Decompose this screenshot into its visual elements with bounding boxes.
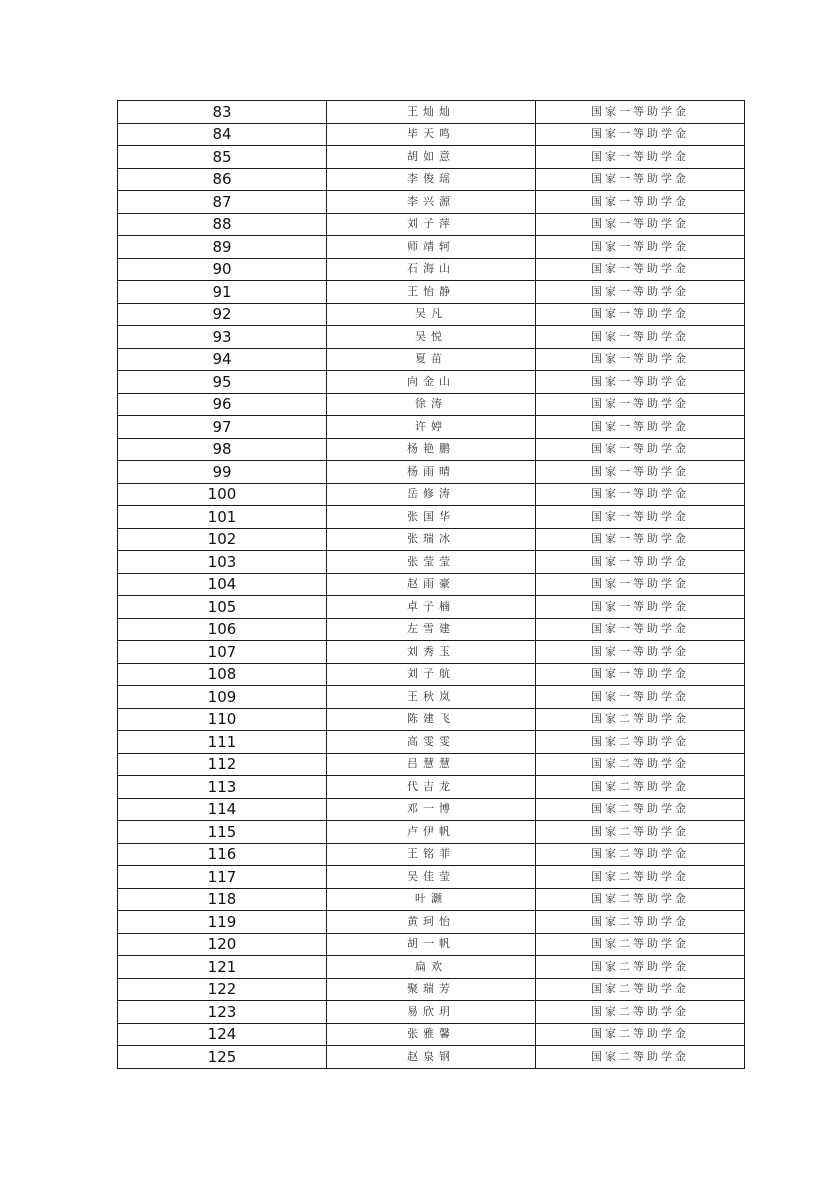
- recipient-name: 石海山: [327, 258, 536, 281]
- row-number: 112: [118, 753, 327, 776]
- row-number: 125: [118, 1046, 327, 1069]
- row-number: 108: [118, 663, 327, 686]
- award-type: 国家一等助学金: [536, 663, 745, 686]
- table-row: [118, 438, 745, 461]
- row-number: 99: [118, 461, 327, 484]
- recipient-name: 王铭菲: [327, 843, 536, 866]
- table-row: [118, 618, 745, 641]
- award-type: 国家一等助学金: [536, 483, 745, 506]
- row-number: 86: [118, 168, 327, 191]
- row-number: 100: [118, 483, 327, 506]
- recipient-name: 杨艳鹏: [327, 438, 536, 461]
- row-number: 92: [118, 303, 327, 326]
- table-row: [118, 146, 745, 169]
- recipient-name: 王秋岚: [327, 686, 536, 709]
- award-type: 国家一等助学金: [536, 528, 745, 551]
- award-type: 国家一等助学金: [536, 123, 745, 146]
- recipient-name: 李俊瑶: [327, 168, 536, 191]
- award-type: 国家一等助学金: [536, 393, 745, 416]
- recipient-name: 黄珂怡: [327, 911, 536, 934]
- table-row: [118, 168, 745, 191]
- recipient-name: 卢伊帆: [327, 821, 536, 844]
- row-number: 111: [118, 731, 327, 754]
- recipient-name: 刘秀玉: [327, 641, 536, 664]
- row-number: 95: [118, 371, 327, 394]
- row-number: 123: [118, 1001, 327, 1024]
- row-number: 107: [118, 641, 327, 664]
- recipient-name: 杨雨晴: [327, 461, 536, 484]
- table-row: [118, 708, 745, 731]
- table-row: [118, 641, 745, 664]
- table-row: [118, 866, 745, 889]
- recipient-name: 陈建飞: [327, 708, 536, 731]
- award-type: 国家二等助学金: [536, 753, 745, 776]
- award-type: 国家一等助学金: [536, 438, 745, 461]
- table-row: [118, 596, 745, 619]
- table-row: [118, 213, 745, 236]
- recipient-name: 吴凡: [327, 303, 536, 326]
- table-row: [118, 191, 745, 214]
- recipient-name: 师靖轲: [327, 236, 536, 259]
- award-type: 国家一等助学金: [536, 101, 745, 124]
- row-number: 98: [118, 438, 327, 461]
- award-type: 国家二等助学金: [536, 888, 745, 911]
- row-number: 109: [118, 686, 327, 709]
- award-type: 国家一等助学金: [536, 213, 745, 236]
- award-type: 国家二等助学金: [536, 866, 745, 889]
- award-type: 国家一等助学金: [536, 326, 745, 349]
- row-number: 83: [118, 101, 327, 124]
- table-row: [118, 933, 745, 956]
- award-type: 国家一等助学金: [536, 371, 745, 394]
- table-row: [118, 123, 745, 146]
- table-row: [118, 348, 745, 371]
- award-type: 国家二等助学金: [536, 843, 745, 866]
- table-row: [118, 416, 745, 439]
- table-row: [118, 1046, 745, 1069]
- row-number: 101: [118, 506, 327, 529]
- recipient-name: 吕慧慧: [327, 753, 536, 776]
- row-number: 84: [118, 123, 327, 146]
- recipient-name: 王灿灿: [327, 101, 536, 124]
- recipient-name: 张莹莹: [327, 551, 536, 574]
- row-number: 115: [118, 821, 327, 844]
- recipient-name: 胡如意: [327, 146, 536, 169]
- row-number: 119: [118, 911, 327, 934]
- table-body: [118, 101, 745, 1069]
- table-row: [118, 236, 745, 259]
- row-number: 118: [118, 888, 327, 911]
- table-row: [118, 461, 745, 484]
- table-row: [118, 686, 745, 709]
- table-row: [118, 258, 745, 281]
- row-number: 104: [118, 573, 327, 596]
- row-number: 117: [118, 866, 327, 889]
- recipient-name: 聚瑞芳: [327, 978, 536, 1001]
- row-number: 105: [118, 596, 327, 619]
- recipient-name: 吴佳莹: [327, 866, 536, 889]
- recipient-name: 刘子航: [327, 663, 536, 686]
- award-type: 国家一等助学金: [536, 618, 745, 641]
- table-row: [118, 326, 745, 349]
- recipient-name: 吴悦: [327, 326, 536, 349]
- award-type: 国家一等助学金: [536, 146, 745, 169]
- recipient-name: 邓一博: [327, 798, 536, 821]
- row-number: 102: [118, 528, 327, 551]
- award-type: 国家一等助学金: [536, 236, 745, 259]
- row-number: 121: [118, 956, 327, 979]
- award-type: 国家二等助学金: [536, 708, 745, 731]
- award-type: 国家一等助学金: [536, 281, 745, 304]
- table-row: [118, 663, 745, 686]
- table-row: [118, 281, 745, 304]
- award-type: 国家一等助学金: [536, 258, 745, 281]
- award-type: 国家二等助学金: [536, 776, 745, 799]
- recipient-name: 易欣玥: [327, 1001, 536, 1024]
- recipient-name: 张雅馨: [327, 1023, 536, 1046]
- row-number: 103: [118, 551, 327, 574]
- row-number: 120: [118, 933, 327, 956]
- table-row: [118, 776, 745, 799]
- recipient-name: 叶灏: [327, 888, 536, 911]
- award-type: 国家二等助学金: [536, 911, 745, 934]
- award-type: 国家一等助学金: [536, 641, 745, 664]
- row-number: 85: [118, 146, 327, 169]
- recipient-name: 赵泉钢: [327, 1046, 536, 1069]
- recipient-name: 许婷: [327, 416, 536, 439]
- table-row: [118, 956, 745, 979]
- table-row: [118, 483, 745, 506]
- recipient-name: 左雪建: [327, 618, 536, 641]
- row-number: 97: [118, 416, 327, 439]
- table-row: [118, 551, 745, 574]
- table-row: [118, 1023, 745, 1046]
- award-type: 国家一等助学金: [536, 348, 745, 371]
- award-type: 国家二等助学金: [536, 956, 745, 979]
- award-type: 国家二等助学金: [536, 1046, 745, 1069]
- table-row: [118, 371, 745, 394]
- award-type: 国家二等助学金: [536, 798, 745, 821]
- row-number: 124: [118, 1023, 327, 1046]
- award-type: 国家一等助学金: [536, 168, 745, 191]
- recipient-name: 王怡静: [327, 281, 536, 304]
- row-number: 116: [118, 843, 327, 866]
- award-type: 国家二等助学金: [536, 821, 745, 844]
- award-type: 国家二等助学金: [536, 1001, 745, 1024]
- award-type: 国家一等助学金: [536, 506, 745, 529]
- table-row: [118, 911, 745, 934]
- grant-recipient-table: [117, 100, 745, 1069]
- table-row: [118, 731, 745, 754]
- recipient-name: 向金山: [327, 371, 536, 394]
- recipient-name: 刘子萍: [327, 213, 536, 236]
- row-number: 90: [118, 258, 327, 281]
- award-type: 国家二等助学金: [536, 933, 745, 956]
- recipient-name: 卓子楠: [327, 596, 536, 619]
- recipient-name: 张瑞冰: [327, 528, 536, 551]
- recipient-name: 张国华: [327, 506, 536, 529]
- recipient-name: 徐涛: [327, 393, 536, 416]
- recipient-name: 胡一帆: [327, 933, 536, 956]
- table-row: [118, 978, 745, 1001]
- table-row: [118, 101, 745, 124]
- table-row: [118, 528, 745, 551]
- table-row: [118, 888, 745, 911]
- award-type: 国家一等助学金: [536, 686, 745, 709]
- award-type: 国家一等助学金: [536, 461, 745, 484]
- row-number: 93: [118, 326, 327, 349]
- recipient-name: 毕天鸣: [327, 123, 536, 146]
- table-row: [118, 506, 745, 529]
- table-row: [118, 798, 745, 821]
- award-type: 国家二等助学金: [536, 978, 745, 1001]
- row-number: 114: [118, 798, 327, 821]
- row-number: 113: [118, 776, 327, 799]
- award-type: 国家一等助学金: [536, 191, 745, 214]
- row-number: 87: [118, 191, 327, 214]
- recipient-name: 扁欢: [327, 956, 536, 979]
- recipient-name: 夏苗: [327, 348, 536, 371]
- row-number: 91: [118, 281, 327, 304]
- row-number: 88: [118, 213, 327, 236]
- table-row: [118, 843, 745, 866]
- award-type: 国家二等助学金: [536, 1023, 745, 1046]
- row-number: 106: [118, 618, 327, 641]
- award-type: 国家一等助学金: [536, 416, 745, 439]
- award-type: 国家一等助学金: [536, 551, 745, 574]
- table-row: [118, 753, 745, 776]
- recipient-name: 高雯雯: [327, 731, 536, 754]
- row-number: 89: [118, 236, 327, 259]
- row-number: 94: [118, 348, 327, 371]
- award-type: 国家一等助学金: [536, 303, 745, 326]
- row-number: 96: [118, 393, 327, 416]
- table-row: [118, 821, 745, 844]
- table-row: [118, 393, 745, 416]
- row-number: 110: [118, 708, 327, 731]
- recipient-name: 赵雨豪: [327, 573, 536, 596]
- recipient-name: 李兴源: [327, 191, 536, 214]
- recipient-name: 代吉龙: [327, 776, 536, 799]
- award-type: 国家二等助学金: [536, 731, 745, 754]
- table-row: [118, 573, 745, 596]
- award-type: 国家一等助学金: [536, 596, 745, 619]
- award-type: 国家一等助学金: [536, 573, 745, 596]
- table-row: [118, 303, 745, 326]
- recipient-name: 岳修涛: [327, 483, 536, 506]
- table-row: [118, 1001, 745, 1024]
- row-number: 122: [118, 978, 327, 1001]
